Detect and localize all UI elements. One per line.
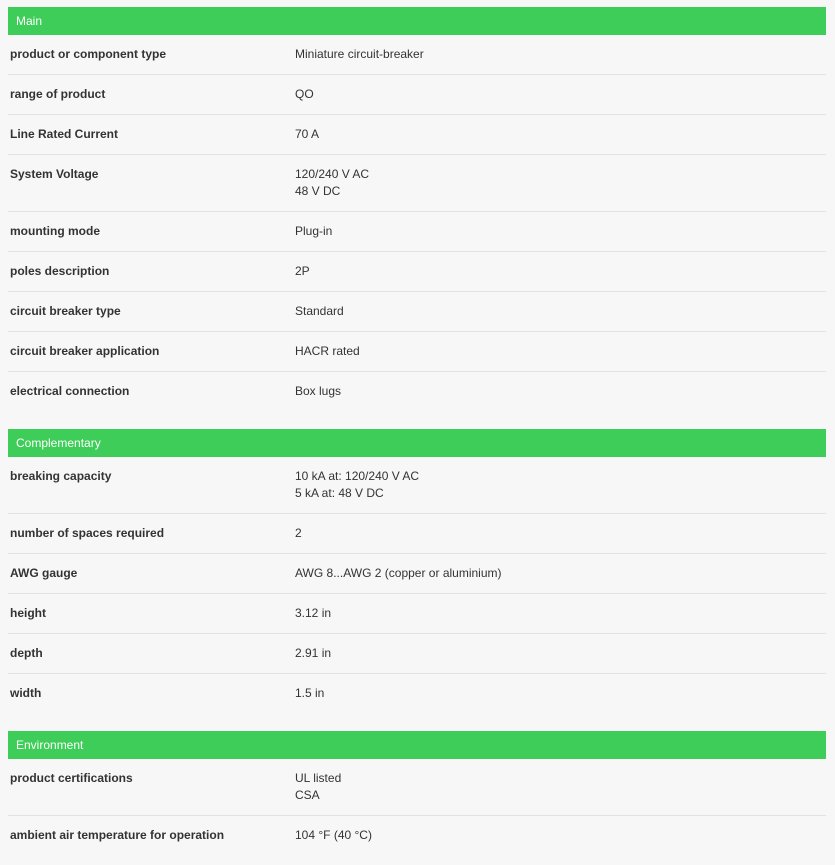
spec-value: 70 A bbox=[295, 127, 320, 141]
spec-value: Plug-in bbox=[295, 224, 333, 238]
spec-value: HACR rated bbox=[295, 344, 360, 358]
spec-row bbox=[8, 115, 826, 155]
spec-row bbox=[8, 594, 826, 634]
spec-value: Standard bbox=[295, 304, 344, 318]
spec-values bbox=[295, 770, 341, 804]
spec-values bbox=[295, 645, 331, 662]
spec-values bbox=[295, 303, 344, 320]
spec-values bbox=[295, 605, 331, 622]
spec-label: circuit breaker application bbox=[10, 344, 160, 358]
spec-value: 3.12 in bbox=[295, 606, 332, 620]
spec-label: range of product bbox=[10, 87, 106, 101]
spec-label: depth bbox=[10, 646, 43, 660]
spec-value: 5 kA at: 48 V DC bbox=[295, 486, 384, 500]
spec-value: 104 °F (40 °C) bbox=[295, 828, 372, 842]
spec-value: 2.91 in bbox=[295, 646, 332, 660]
spec-values bbox=[295, 525, 302, 542]
spec-row bbox=[8, 816, 826, 856]
spec-row bbox=[8, 554, 826, 594]
spec-values bbox=[295, 383, 341, 400]
spec-value: CSA bbox=[295, 788, 320, 802]
spec-value: Miniature circuit-breaker bbox=[295, 47, 424, 61]
spec-label: System Voltage bbox=[10, 167, 99, 181]
spec-row bbox=[8, 155, 826, 212]
spec-values bbox=[295, 46, 424, 63]
spec-row bbox=[8, 75, 826, 115]
section-header: Complementary bbox=[8, 429, 826, 457]
spec-label: breaking capacity bbox=[10, 469, 112, 483]
spec-value: AWG 8...AWG 2 (copper or aluminium) bbox=[295, 566, 502, 580]
spec-values bbox=[295, 223, 332, 240]
spec-value: 48 V DC bbox=[295, 184, 341, 198]
spec-row bbox=[8, 372, 826, 412]
spec-values bbox=[295, 685, 324, 702]
spec-label: circuit breaker type bbox=[10, 304, 121, 318]
section-header: Environment bbox=[8, 731, 826, 759]
spec-row bbox=[8, 514, 826, 554]
section-header: Main bbox=[8, 7, 826, 35]
spec-value: 120/240 V AC bbox=[295, 167, 370, 181]
spec-label: number of spaces required bbox=[10, 526, 165, 540]
spec-values bbox=[295, 166, 369, 200]
spec-row bbox=[8, 457, 826, 514]
section-environment bbox=[8, 731, 826, 856]
spec-values bbox=[295, 827, 372, 844]
spec-label: mounting mode bbox=[10, 224, 100, 238]
spec-row bbox=[8, 252, 826, 292]
spec-label: height bbox=[10, 606, 46, 620]
spec-label: poles description bbox=[10, 264, 110, 278]
spec-label: Line Rated Current bbox=[10, 127, 119, 141]
spec-value: Box lugs bbox=[295, 384, 342, 398]
spec-values bbox=[295, 343, 360, 360]
spec-row bbox=[8, 332, 826, 372]
spec-label: electrical connection bbox=[10, 384, 130, 398]
spec-row bbox=[8, 35, 826, 75]
spec-value: 2P bbox=[295, 264, 310, 278]
spec-value: 1.5 in bbox=[295, 686, 325, 700]
spec-value: UL listed bbox=[295, 771, 342, 785]
spec-label: product certifications bbox=[10, 771, 133, 785]
spec-label: product or component type bbox=[10, 47, 166, 61]
spec-values bbox=[295, 126, 319, 143]
spec-label: AWG gauge bbox=[10, 566, 78, 580]
spec-value: QO bbox=[295, 87, 314, 101]
spec-values bbox=[295, 263, 310, 280]
spec-value: 10 kA at: 120/240 V AC bbox=[295, 469, 420, 483]
spec-values bbox=[295, 468, 419, 502]
spec-row bbox=[8, 212, 826, 252]
spec-label: width bbox=[10, 686, 42, 700]
section-complementary bbox=[8, 429, 826, 714]
spec-values bbox=[295, 565, 502, 582]
section-main bbox=[8, 7, 826, 412]
spec-values bbox=[295, 86, 314, 103]
spec-row bbox=[8, 759, 826, 816]
spec-row bbox=[8, 674, 826, 714]
spec-value: 2 bbox=[295, 526, 302, 540]
spec-label: ambient air temperature for operation bbox=[10, 828, 225, 842]
spec-row bbox=[8, 292, 826, 332]
spec-row bbox=[8, 634, 826, 674]
